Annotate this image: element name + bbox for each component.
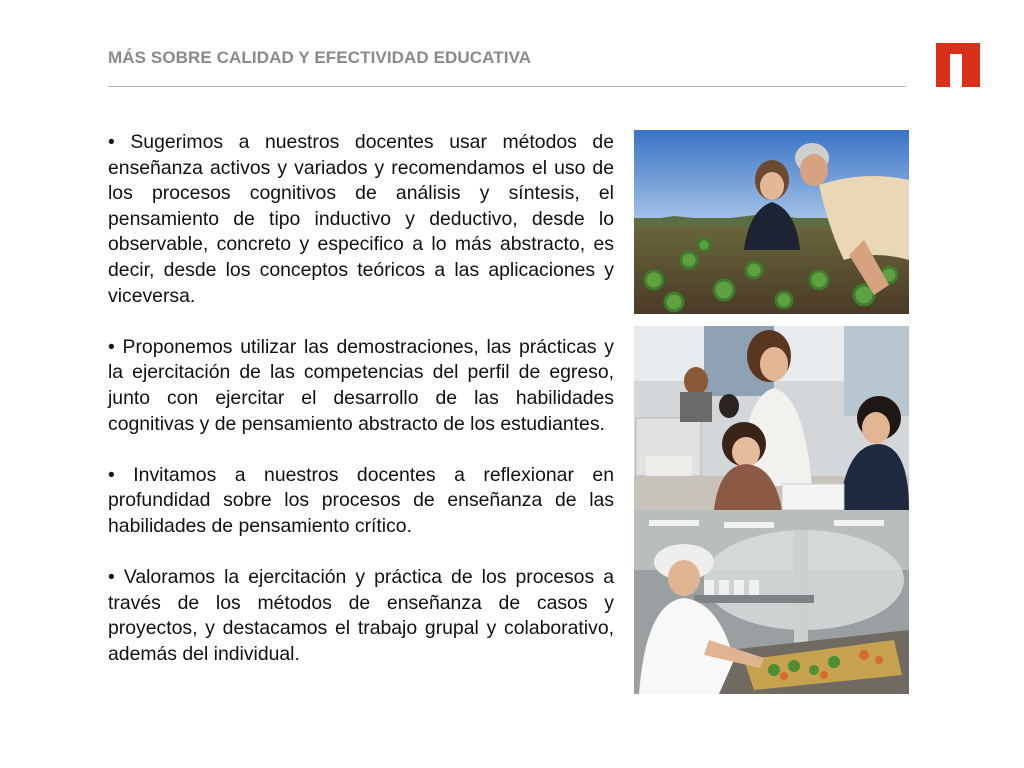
body-text (108, 130, 614, 693)
paragraph-demonstrations: • Proponemos utilizar las demostraciones, las prácticas y la ejercitación de las competencias del perfil de egreso, junto con ejercitar el desarrollo de las habilidades cognitivas y de pensamiento abstracto de los estudiantes. (108, 335, 614, 435)
page-title: MÁS SOBRE CALIDAD Y EFECTIVIDAD EDUCATIVA (108, 48, 532, 67)
photo-culinary-kitchen (634, 510, 909, 694)
institution-logo (936, 43, 980, 87)
photo-computer-lab (634, 326, 909, 510)
paragraph-critical-thinking: • Invitamos a nuestros docentes a reflexionar en profundidad sobre los procesos de enseñanza de las habilidades de pensamiento crítico. (108, 463, 614, 537)
photo-field-learning (634, 130, 909, 314)
header-divider (108, 86, 906, 87)
paragraph-practice: • Valoramos la ejercitación y práctica de los procesos a través de los métodos de enseñanza de casos y proyectos, y destacamos el trabajo grupal y colaborativo, además del individual. (108, 566, 614, 665)
paragraph-methods: • Sugerimos a nuestros docentes usar métodos de enseñanza activos y variados y recomendamos el uso de los procesos cognitivos de análisis y síntesis, el pensamiento de tipo inductivo y deductivo, desde lo observable, concreto y especifico a lo más abstracto, es decir, desde los conceptos teóricos a las aplicaciones y viceversa. (108, 131, 614, 307)
